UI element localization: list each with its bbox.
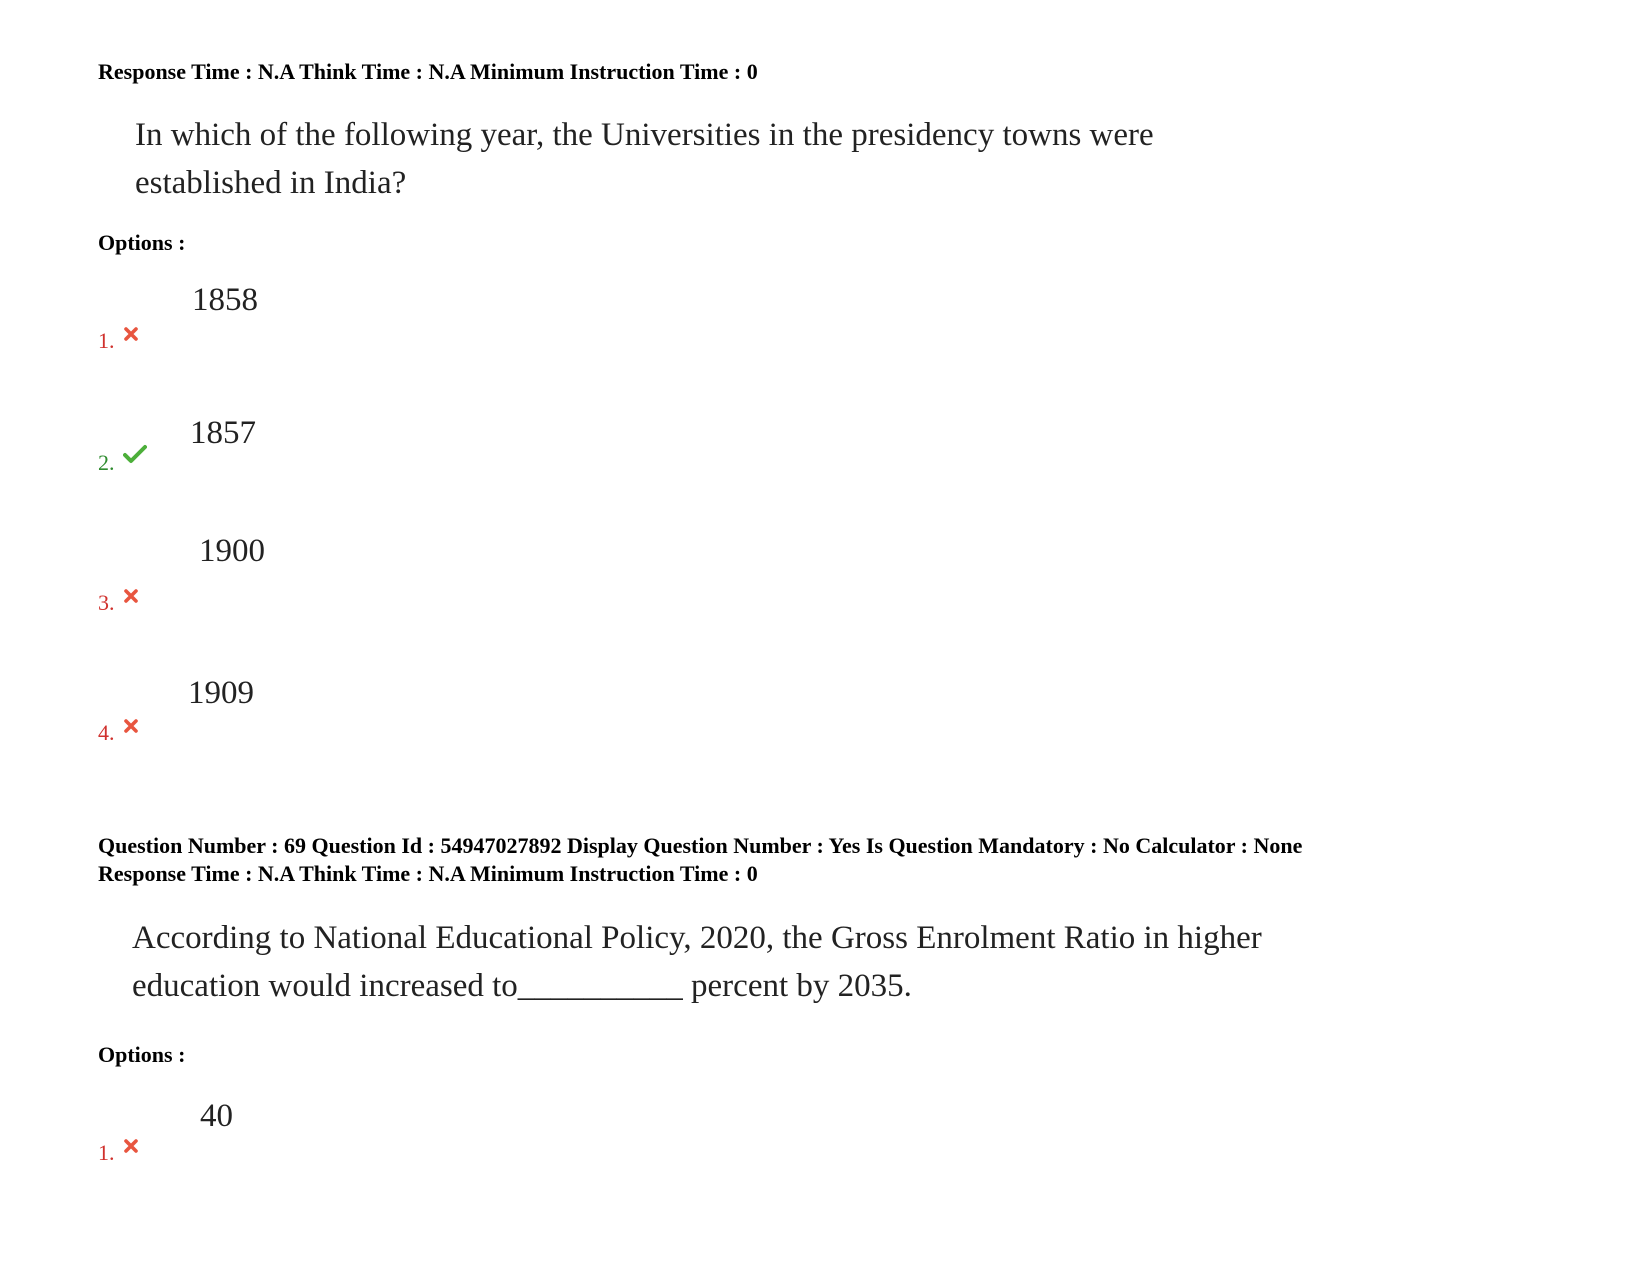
option-value: 1858 — [192, 282, 258, 318]
options-label-2: Options : — [98, 1042, 186, 1067]
cross-mark-icon — [123, 714, 139, 740]
question-line: education would increased to__________ percent by 2035. — [132, 968, 912, 1004]
option-value: 1857 — [190, 415, 256, 451]
option-number: 1. — [98, 1140, 139, 1166]
cross-mark-icon — [123, 322, 139, 348]
cross-mark-icon — [123, 584, 139, 610]
question-text-2 — [132, 914, 1392, 1010]
question-text-1 — [135, 111, 1378, 207]
question-line: In which of the following year, the Universities in the presidency towns were — [135, 117, 1154, 153]
option-number: 4. — [98, 720, 139, 746]
option-number: 2. — [98, 450, 147, 476]
timing-info-1: Response Time : N.A Think Time : N.A Minimum Instruction Time : 0 — [98, 59, 758, 84]
option-number: 1. — [98, 328, 139, 354]
option-value: 1909 — [188, 675, 254, 711]
option-value: 40 — [200, 1098, 233, 1134]
options-label-1: Options : — [98, 230, 186, 255]
check-mark-icon — [123, 444, 147, 470]
question-info-2: Question Number : 69 Question Id : 54947027892 Display Question Number : Yes Is Question Mandatory : No Calculator : None — [98, 833, 1303, 858]
option-value: 1900 — [199, 533, 265, 569]
option-number: 3. — [98, 590, 139, 616]
timing-info-2: Response Time : N.A Think Time : N.A Minimum Instruction Time : 0 — [98, 861, 758, 886]
cross-mark-icon — [123, 1134, 139, 1160]
question-line: established in India? — [135, 165, 407, 201]
question-line: According to National Educational Policy, 2020, the Gross Enrolment Ratio in higher — [132, 920, 1262, 956]
